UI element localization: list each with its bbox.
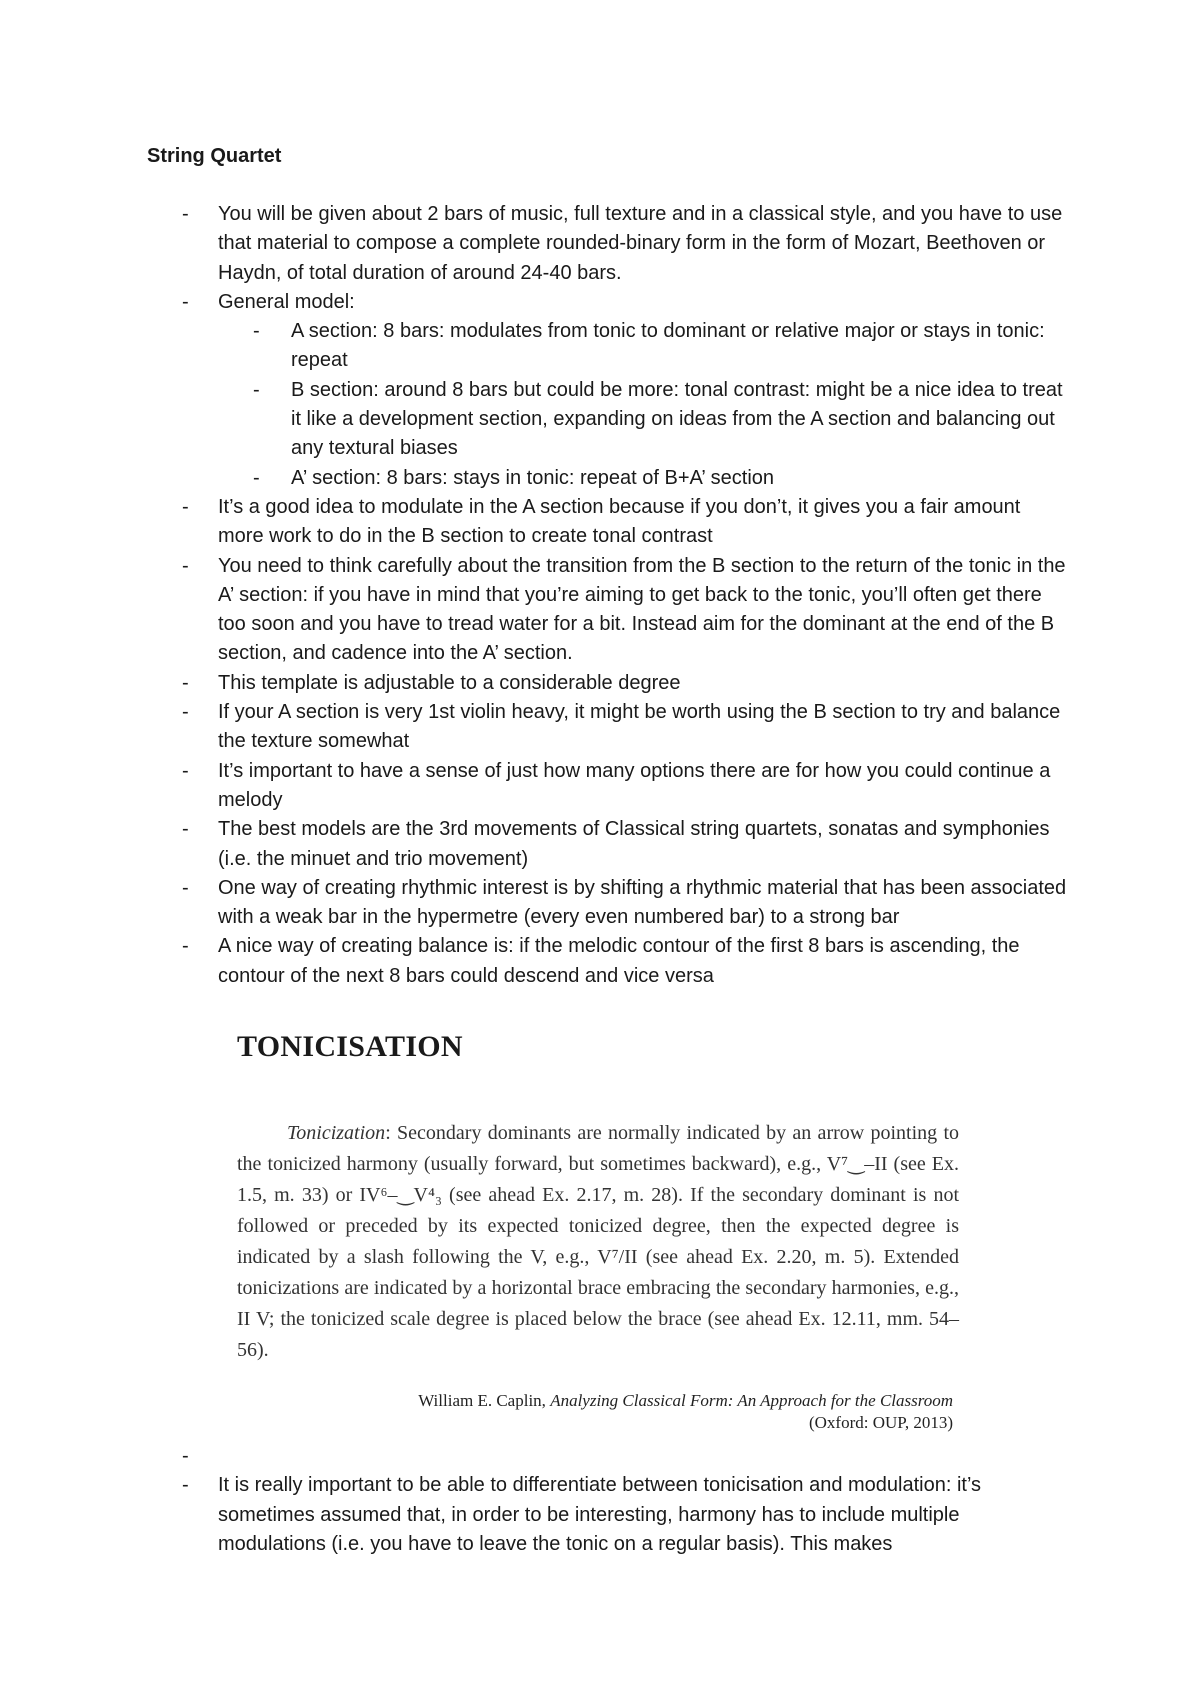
- list-item-text: General model:: [218, 290, 355, 313]
- list-item-text: It’s important to have a sense of just how many options there are for how you could continue a melody: [218, 759, 1051, 811]
- list-item: [147, 200, 1067, 288]
- citation-publisher: (Oxford: OUP, 2013): [808, 1413, 953, 1432]
- sub-list-item: [218, 317, 1067, 376]
- list-item-text: If your A section is very 1st violin heavy, it might be worth using the B section to try and balance the texture somewhat: [218, 701, 1061, 753]
- bullet-dash: -: [182, 876, 189, 899]
- bullet-dash: -: [253, 378, 260, 401]
- list-item-empty: [147, 1442, 1067, 1471]
- bullet-dash: -: [182, 1474, 189, 1497]
- bullet-dash: -: [182, 671, 189, 694]
- bullet-list: [147, 200, 1067, 991]
- list-item: [147, 493, 1067, 552]
- bullet-dash: -: [253, 320, 260, 343]
- caplin-quote: [237, 1118, 959, 1366]
- list-item-text: It’s a good idea to modulate in the A section because if you don’t, it gives you a fair amount more work to do in the B section to create tonal contrast: [218, 495, 1021, 548]
- citation-line: [418, 1390, 953, 1412]
- bullet-dash: -: [253, 466, 260, 489]
- list-item: [147, 288, 1067, 493]
- list-item-text: You will be given about 2 bars of music, full texture and in a classical style, and you have to use that material to compose a complete rounded-binary form in the form of Mozart, Beethoven or Haydn, of total duration of around 24-40 bars.: [218, 203, 1063, 284]
- quote-lead-term: Tonicization: [287, 1122, 386, 1144]
- list-item-text: The best models are the 3rd movements of Classical string quartets, sonatas and symphonies (i.e. the minuet and trio movement): [218, 818, 1050, 870]
- image-heading: TONICISATION: [237, 1030, 463, 1063]
- sub-list-item: [218, 464, 1067, 493]
- bullet-list-continued: [147, 1442, 1067, 1559]
- bullet-dash: -: [182, 1445, 189, 1467]
- list-item: [147, 932, 1067, 991]
- bullet-dash: -: [182, 203, 189, 225]
- list-item: [147, 815, 1067, 874]
- list-item: [147, 698, 1067, 757]
- tonicisation-image: [215, 1030, 975, 1440]
- sub-list-item-text: B section: around 8 bars but could be more: tonal contrast: might be a nice idea to treat it like a development section, expanding on ideas from the A section and balancing out any textural biases: [291, 378, 1063, 460]
- list-item-text: One way of creating rhythmic interest is by shifting a rhythmic material that has been associated with a weak bar in the hypermetre (every even numbered bar) to a strong bar: [218, 876, 1067, 929]
- sub-list-item-text: A section: 8 bars: modulates from tonic to dominant or relative major or stays in tonic: repeat: [291, 320, 1045, 372]
- list-item: [147, 1471, 1067, 1559]
- bullet-dash: -: [182, 818, 189, 841]
- citation-author: William E. Caplin,: [418, 1391, 546, 1410]
- citation-book: Analyzing Classical Form: An Approach for the Classroom: [550, 1391, 953, 1410]
- bullet-dash: -: [182, 554, 189, 577]
- list-item: [147, 552, 1067, 669]
- list-item-text: It is really important to be able to differentiate between tonicisation and modulation: it’s sometimes assumed that, in order to be interesting, harmony has to include multiple modulations (i.e. you have to leave the tonic on a regular basis). This makes: [218, 1474, 982, 1555]
- list-item: [147, 874, 1067, 933]
- quote-body: : Secondary dominants are normally indicated by an arrow pointing to the tonicized harmony (usually forward, but sometimes backward), e.g., V⁷‿–II (see Ex. 1.5, m. 33) or IV⁶–‿V⁴₃ (see ahead Ex. 2.17, m. 28). If the secondary dominant is not followed or preceded by its expected tonicized degree, then the expected degree is indicated by a slash following the V, e.g., V⁷/II (see ahead Ex. 2.20, m. 5). Extended tonicizations are indicated by a horizontal brace embracing the secondary harmonies, e.g., II V; the tonicized scale degree is placed below the brace (see ahead Ex. 12.11, mm. 54–56).: [237, 1122, 959, 1361]
- quote-citation: [418, 1390, 953, 1434]
- list-item-text: A nice way of creating balance is: if the melodic contour of the first 8 bars is ascending, the contour of the next 8 bars could descend and vice versa: [218, 935, 1020, 987]
- bullet-dash: -: [182, 495, 189, 518]
- list-item-text: This template is adjustable to a considerable degree: [218, 671, 681, 694]
- list-item-text: [218, 1442, 1067, 1471]
- list-item-text: You need to think carefully about the transition from the B section to the return of the tonic in the A’ section: if you have in mind that you’re aiming to get back to the tonic, you’ll often get there too soon and you have to tread water for a bit. Instead aim for the dominant at the end of the B section, and cadence into the A’ section.: [218, 554, 1066, 665]
- sub-list-item: [218, 376, 1067, 464]
- bullet-dash: -: [182, 701, 189, 724]
- bullet-dash: -: [182, 935, 189, 958]
- bullet-dash: -: [182, 759, 189, 782]
- sub-list-item-text: A’ section: 8 bars: stays in tonic: repeat of B+A’ section: [291, 466, 775, 489]
- list-item: [147, 669, 1067, 698]
- document-title: String Quartet: [147, 145, 282, 167]
- list-item: [147, 757, 1067, 816]
- bullet-dash: -: [182, 290, 189, 313]
